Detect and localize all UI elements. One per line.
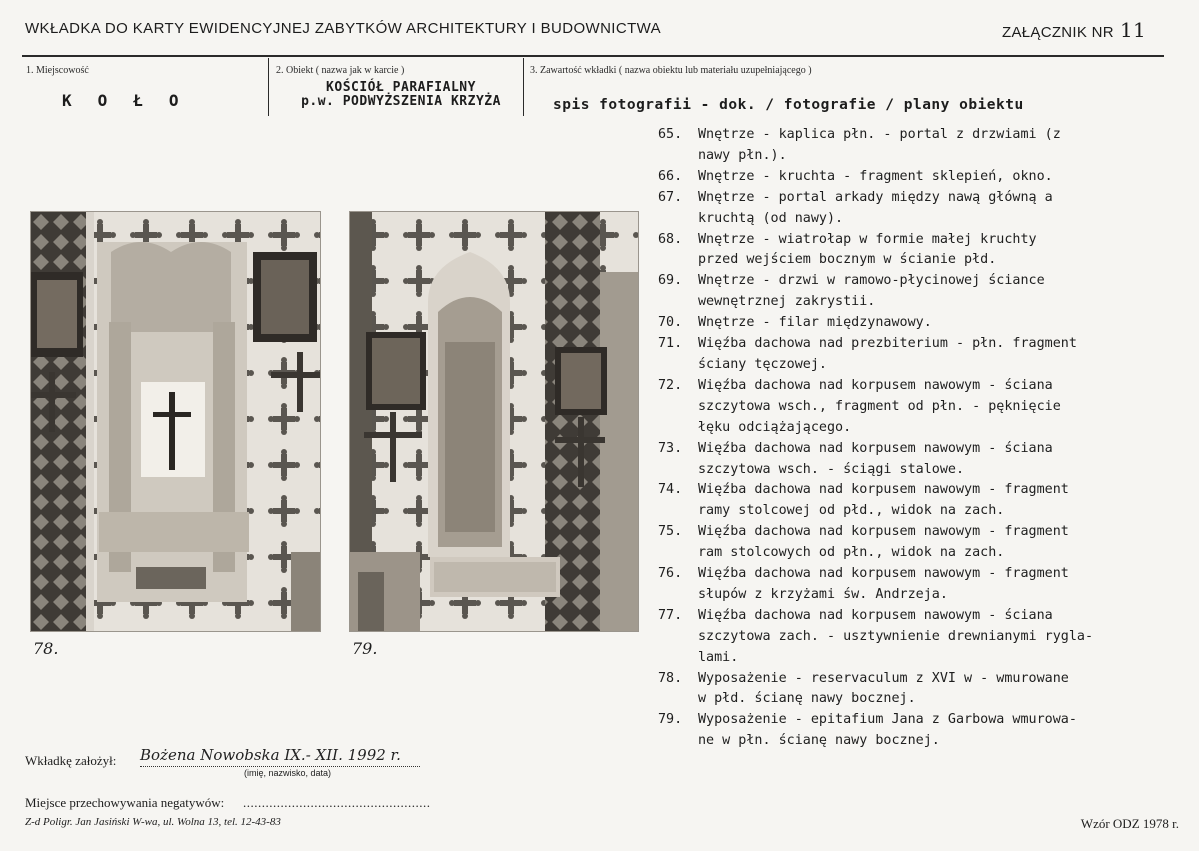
locality-label: 1. Miejscowość: [26, 65, 89, 76]
photo-description: Więźba dachowa nad korpusem nawowym - fragment słupów z krzyżami św. Andrzeja.: [698, 566, 1069, 602]
photo-description: Więźba dachowa nad korpusem nawowym - fragment ram stolcowych od płn., widok na zach.: [698, 524, 1069, 561]
negatives-value-dots: ..................................................: [243, 795, 431, 810]
object-label: 2. Obiekt ( nazwa jak w karcie ): [276, 65, 405, 76]
photo-number: 70.: [658, 315, 683, 331]
photo-description: Wnętrze - filar międzynawowy.: [698, 315, 932, 331]
photo-description: Wnętrze - drzwi w ramowo-płycinowej ściance wewnętrznej zakrystii.: [698, 273, 1045, 310]
epitaph-photo-image: [350, 212, 638, 631]
printer-imprint: Z-d Poligr. Jan Jasiński W-wa, ul. Wolna 13, tel. 12-43-83: [25, 816, 281, 828]
photo-78-label: 78.: [33, 639, 59, 658]
photo-list-item: [658, 334, 1188, 376]
photo-description: Więźba dachowa nad prezbiterium - płn. fragment ściany tęczowej.: [698, 336, 1077, 372]
photo-list-item: [658, 669, 1188, 711]
photo-number: 69.: [658, 273, 683, 289]
photo-number: 73.: [658, 440, 683, 456]
photo-list-item: [658, 313, 1188, 334]
photo-list-item: [658, 564, 1188, 606]
photo-number: 67.: [658, 189, 683, 205]
photo-description: Więźba dachowa nad korpusem nawowym - ściana szczytowa zach. - usztywnienie drewnianymi rygla- lami.: [698, 607, 1094, 665]
object-name: [278, 81, 524, 109]
object-line-1: KOŚCIÓŁ PARAFIALNY: [326, 80, 476, 95]
photo-description: Wnętrze - portal arkady między nawą główną a kruchtą (od nawy).: [698, 189, 1053, 226]
attachment-number-field: [1002, 18, 1146, 42]
photo-epitaph: [349, 211, 639, 632]
photo-description: Więźba dachowa nad korpusem nawowym - ściana szczytowa wsch. - ściągi stalowe.: [698, 440, 1053, 477]
founder-value: Bożena Nowobska IX.- XII. 1992 r.: [140, 746, 401, 764]
photo-description: Więźba dachowa nad korpusem nawowym - fragment ramy stolcowej od płd., widok na zach.: [698, 482, 1069, 519]
photo-number: 78.: [658, 670, 683, 686]
photo-number: 74.: [658, 482, 683, 498]
photo-list-item: [658, 125, 1188, 167]
form-code: Wzór ODZ 1978 r.: [1080, 816, 1179, 831]
photo-description: Więźba dachowa nad korpusem nawowym - ściana szczytowa wsch., fragment od płn. - pęknięcie łęku odciążającego.: [698, 377, 1061, 435]
photo-reservaculum: [30, 211, 321, 632]
founder-dotted-line: [140, 766, 420, 767]
photo-number: 75.: [658, 524, 683, 540]
photo-list-item: [658, 271, 1188, 313]
photo-number: 79.: [658, 712, 683, 728]
photo-list-item: [658, 230, 1188, 272]
photo-number: 68.: [658, 231, 683, 247]
object-line-2: p.w. PODWYŻSZENIA KRZYŻA: [301, 94, 501, 109]
photo-number: 65.: [658, 127, 683, 142]
photo-description: Wnętrze - wiatrołap w formie małej kruchty przed wejściem bocznym w ścianie płd.: [698, 231, 1037, 268]
photo-list: [658, 125, 1188, 752]
document-title: WKŁADKA DO KARTY EWIDENCYJNEJ ZABYTKÓW ARCHITEKTURY I BUDOWNICTWA: [25, 20, 662, 37]
photo-description: Wyposażenie - reservaculum z XVI w - wmurowane w płd. ścianę nawy bocznej.: [698, 670, 1069, 707]
locality-value: KOŁO: [62, 91, 205, 110]
header-rule: [22, 55, 1164, 57]
attachment-label: ZAŁĄCZNIK NR: [1001, 24, 1114, 41]
photo-list-item: [658, 376, 1188, 439]
photo-number: 72.: [658, 377, 683, 393]
photo-description: Wnętrze - kaplica płn. - portal z drzwiami (z nawy płn.).: [698, 127, 1061, 163]
negatives-label: Miejsce przechowywania negatywów:: [25, 795, 225, 810]
content-label: 3. Zawartość wkładki ( nazwa obiektu lub materiału uzupełniającego ): [530, 65, 812, 76]
photo-number: 66.: [658, 168, 683, 184]
photo-list-item: [658, 522, 1188, 564]
field-divider-1: [268, 58, 269, 116]
photo-list-item: [658, 167, 1188, 188]
attachment-number: 11: [1119, 18, 1146, 42]
photo-list-item: [658, 480, 1188, 522]
reservaculum-photo-image: [31, 212, 320, 631]
founder-note: (imię, nazwisko, data): [244, 768, 332, 778]
photo-description: Wyposażenie - epitafium Jana z Garbowa wmurowa- ne w płn. ścianę nawy bocznej.: [698, 712, 1077, 749]
photo-list-item: [658, 188, 1188, 230]
photo-list-item: [658, 710, 1188, 752]
photo-list-item: [658, 439, 1188, 481]
founder-label: Wkładkę założył:: [25, 753, 117, 768]
content-value: spis fotografii - dok. / fotografie / plany obiektu: [553, 97, 1024, 113]
photo-list-item: [658, 606, 1188, 669]
photo-number: 71.: [658, 336, 683, 352]
photo-number: 76.: [658, 566, 683, 582]
photo-number: 77.: [658, 607, 683, 623]
photo-79-label: 79.: [352, 639, 378, 658]
photo-description: Wnętrze - kruchta - fragment sklepień, okno.: [698, 168, 1053, 184]
